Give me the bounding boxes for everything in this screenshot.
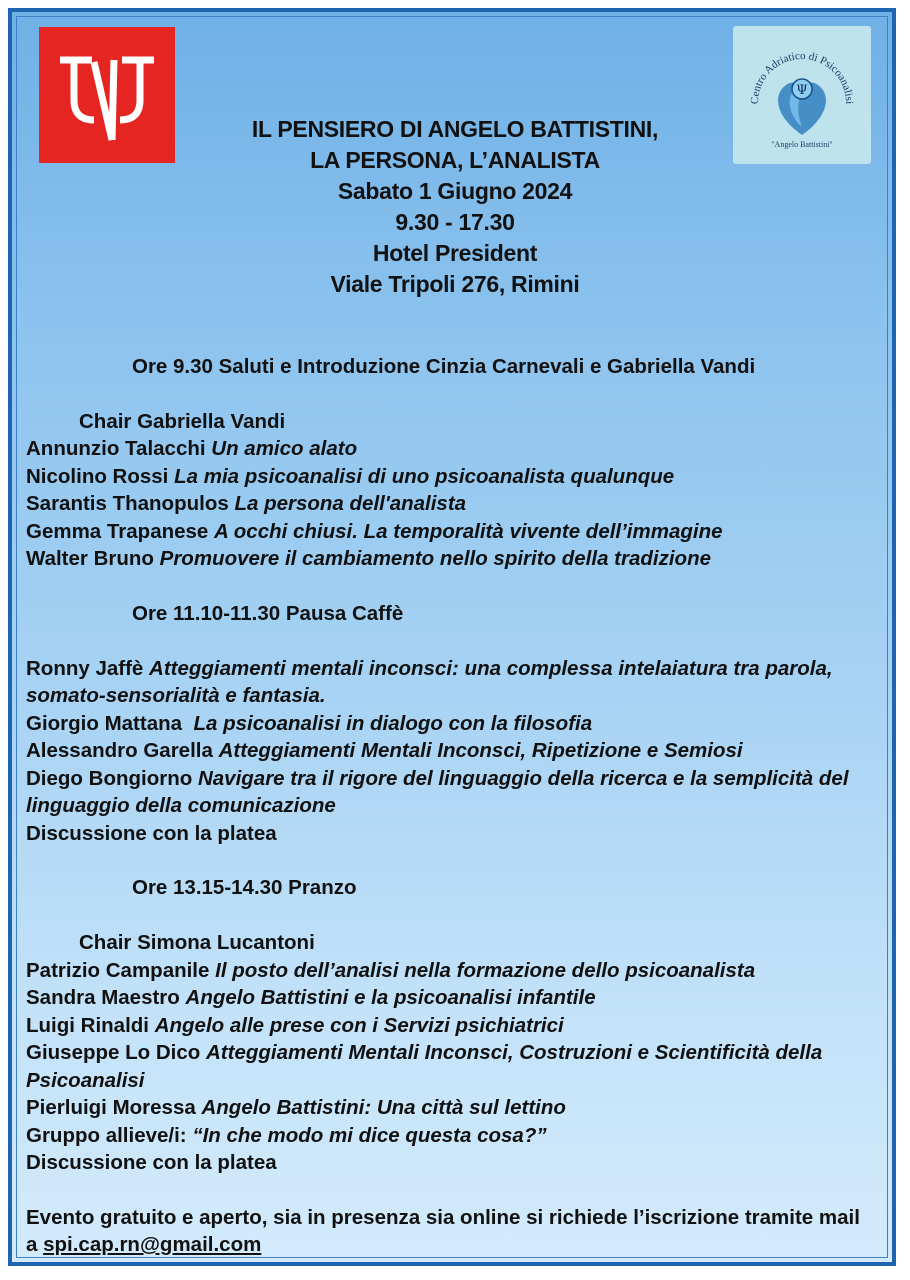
footer-contact (26, 1231, 261, 1258)
svg-text:Ψ: Ψ (796, 83, 808, 98)
program-item (26, 984, 596, 1011)
footer-prefix: a (26, 1233, 38, 1256)
chair-1: Chair Gabriella Vandi (79, 410, 286, 433)
talk-title: “In che modo mi dice questa cosa?” (192, 1124, 547, 1147)
talk-title: La persona dell'analista (234, 492, 467, 515)
program-item (26, 1094, 566, 1121)
event-address: Viale Tripoli 276, Rimini (330, 271, 580, 297)
coffee-break: Ore 11.10-11.30 Pausa Caffè (132, 602, 404, 625)
lunch-break: Ore 13.15-14.30 Pranzo (132, 876, 357, 899)
talk-title-continued (26, 792, 336, 819)
program-item (26, 490, 466, 517)
talk-title-continued (26, 1067, 145, 1094)
psi-monogram-icon (52, 40, 162, 150)
logo-sub-text: "Angelo Battistini" (771, 140, 833, 149)
psi-heart-emblem-icon (736, 29, 868, 161)
event-title-line2: LA PERSONA, L’ANALISTA (310, 147, 600, 173)
program-item (26, 1122, 547, 1149)
talk-title: Atteggiamenti Mentali Inconsci, Ripetizione e Semiosi (218, 739, 743, 762)
program-item (26, 710, 592, 737)
speaker-name: Sarantis Thanopulos (26, 492, 229, 515)
speaker-name: Ronny Jaffè (26, 657, 144, 680)
centro-adriatico-logo (733, 26, 871, 164)
speaker-name: Annunzio Talacchi (26, 437, 206, 460)
speaker-name: Luigi Rinaldi (26, 1014, 149, 1037)
talk-title: linguaggio della comunicazione (26, 794, 336, 817)
program-item (26, 655, 833, 682)
logo-ring-text: Centro Adriatico di Psicoanalisi (748, 49, 856, 105)
talk-title: A occhi chiusi. La temporalità vivente dell’immagine (214, 520, 723, 543)
opening-line: Ore 9.30 Saluti e Introduzione Cinzia Carnevali e Gabriella Vandi (132, 355, 756, 378)
speaker-name: Alessandro Garella (26, 739, 213, 762)
discussion-1: Discussione con la platea (26, 822, 277, 845)
talk-title: Navigare tra il rigore del linguaggio della ricerca e la semplicità del (197, 767, 849, 790)
talk-title: Promuovere il cambiamento nello spirito della tradizione (159, 547, 711, 570)
email-link[interactable]: spi.cap.rn@gmail.com (43, 1233, 262, 1256)
event-venue: Hotel President (372, 240, 538, 266)
psi-monogram-logo (39, 27, 175, 163)
talk-title: Angelo Battistini: Una città sul lettino (201, 1096, 566, 1119)
speaker-name: Walter Bruno (26, 547, 154, 570)
program-item (26, 1012, 564, 1039)
event-date: Sabato 1 Giugno 2024 (337, 178, 573, 204)
program-item (26, 545, 711, 572)
talk-title: Atteggiamenti mentali inconsci: una complessa intelaiatura tra parola, (149, 657, 833, 680)
footer-note: Evento gratuito e aperto, sia in presenza sia online si richiede l’iscrizione tramite mail (26, 1206, 860, 1229)
talk-title: Psicoanalisi (26, 1069, 145, 1092)
talk-title: Il posto dell’analisi nella formazione dello psicoanalista (215, 959, 756, 982)
discussion-2: Discussione con la platea (26, 1151, 277, 1174)
speaker-name: Sandra Maestro (26, 986, 180, 1009)
program-item (26, 737, 743, 764)
speaker-name: Nicolino Rossi (26, 465, 169, 488)
event-title-line1: IL PENSIERO DI ANGELO BATTISTINI, (251, 116, 659, 142)
speaker-name: Gemma Trapanese (26, 520, 209, 543)
program-item (26, 1039, 822, 1066)
program-item (26, 435, 357, 462)
talk-title: Un amico alato (211, 437, 358, 460)
speaker-name: Patrizio Campanile (26, 959, 210, 982)
speaker-name: Giorgio Mattana (26, 712, 183, 735)
event-time: 9.30 - 17.30 (395, 209, 515, 235)
speaker-name: Gruppo allieve/i: (26, 1124, 187, 1147)
speaker-name: Diego Bongiorno (26, 767, 193, 790)
talk-title: Angelo alle prese con i Servizi psichiatrici (154, 1014, 564, 1037)
talk-title-continued (26, 682, 326, 709)
talk-title: La mia psicoanalisi di uno psicoanalista qualunque (174, 465, 675, 488)
speaker-name: Giuseppe Lo Dico (26, 1041, 201, 1064)
talk-title: La psicoanalisi in dialogo con la filosofia (193, 712, 593, 735)
program-item (26, 463, 674, 490)
event-header (195, 114, 715, 300)
program-item (26, 518, 723, 545)
speaker-name: Pierluigi Moressa (26, 1096, 196, 1119)
program-item (26, 765, 849, 792)
talk-title: somato-sensorialità e fantasia. (26, 684, 326, 707)
talk-title: Angelo Battistini e la psicoanalisi infantile (185, 986, 596, 1009)
chair-2: Chair Simona Lucantoni (79, 931, 315, 954)
talk-title: Atteggiamenti Mentali Inconsci, Costruzioni e Scientificità della (205, 1041, 823, 1064)
program-item (26, 957, 755, 984)
